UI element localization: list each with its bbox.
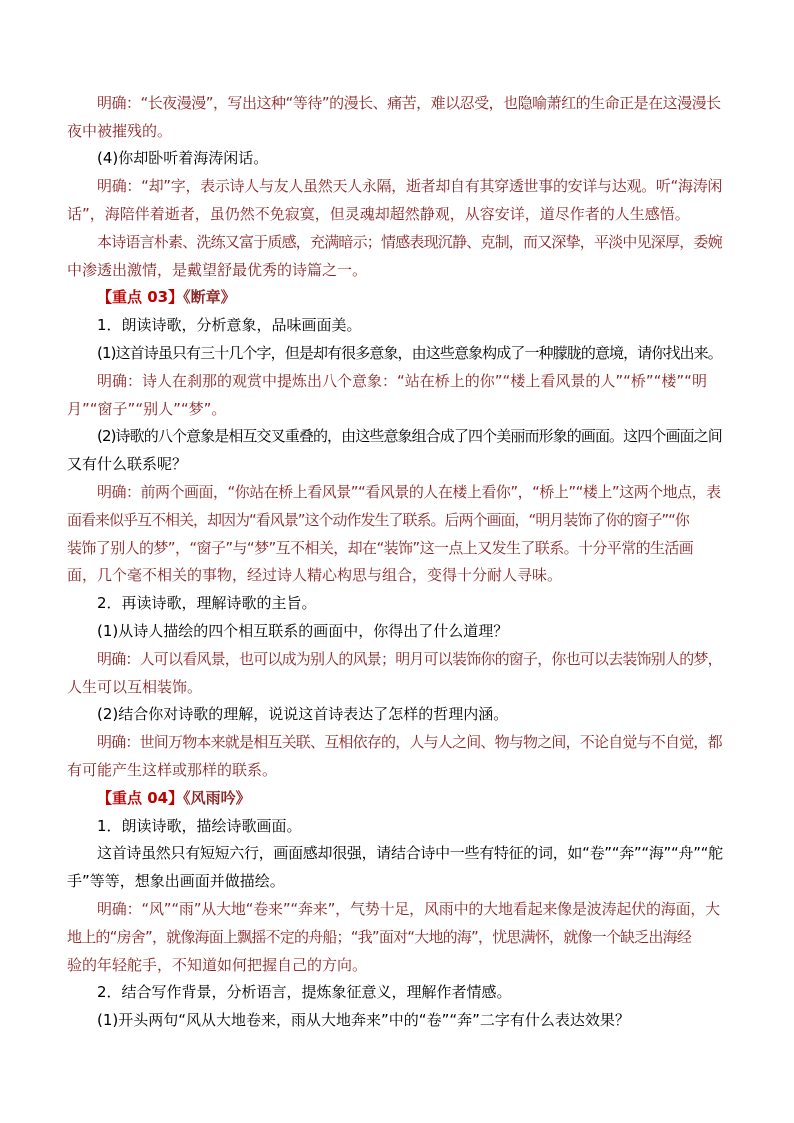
answer-line: 人生可以互相装饰。 (67, 678, 203, 696)
section-title: 《断章》 (183, 288, 236, 306)
answer-line: 明确：人可以看风景，也可以成为别人的风景；明月可以装饰你的窗子，你也可以去装饰别人的梦， (97, 650, 722, 668)
answer-line: 夜中被摧残的。 (67, 122, 173, 140)
answer-line: 明确：前两个画面，“你站在桥上看风景”“看风景的人在楼上看你”，“桥上”“楼上”这两个地点，表 (97, 483, 721, 501)
section-heading-04 (97, 785, 723, 812)
section-title: 《风雨吟》 (183, 789, 251, 807)
question-line: 2．再读诗歌，理解诗歌的主旨。 (97, 594, 317, 612)
answer-line: 明确：“却”字，表示诗人与友人虽然天人永隔，逝者却自有其穿透世事的安详与达观。听“海涛闲 (97, 177, 723, 195)
answer-line: 装饰了别人的梦”，“窗子”与“梦”互不相关，却在“装饰”这一点上又发生了联系。十分平常的生活画 (67, 539, 694, 557)
answer-line: 明确：诗人在刹那的观赏中提炼出八个意象：“站在桥上的你”“楼上看风景的人”“桥”“楼”“明 (97, 372, 707, 390)
question-line: 手”等等，想象出画面并做描绘。 (67, 872, 285, 890)
question-line: (1)从诗人描绘的四个相互联系的画面中，你得出了什么道理？ (97, 622, 509, 640)
question-line: (4)你却卧听着海涛闲话。 (97, 149, 269, 167)
answer-line: 验的年轻舵手，不知道如何把握自己的方向。 (67, 956, 368, 974)
answer-line: 明确：“风”“雨”从大地“卷来”“奔来”，气势十足，风雨中的大地看起来像是波涛起伏的海面，大 (97, 900, 720, 918)
question-line: (1)开头两句“风从大地卷来，雨从大地奔来”中的“卷”“奔”二字有什么表达效果？ (97, 1011, 630, 1029)
question-line: 1．朗读诗歌，分析意象，品味画面美。 (97, 316, 362, 334)
question-line: (1)这首诗虽只有三十几个字，但是却有很多意象，由这些意象构成了一种朦胧的意境，请你找出来。 (97, 344, 722, 362)
answer-line: 有可能产生这样或那样的联系。 (67, 761, 278, 779)
section-heading-03 (97, 284, 723, 311)
answer-line: 本诗语言朴素、洗练又富于质感，充满暗示；情感表现沉静、克制，而又深挚，平淡中见深厚，委婉 (97, 233, 722, 251)
question-line: (2)结合你对诗歌的理解，说说这首诗表达了怎样的哲理内涵。 (97, 705, 509, 723)
answer-line: 明确：“长夜漫漫”，写出这种“等待”的漫长、痛苦，难以忍受，也隐喻萧红的生命正是在这漫漫长 (97, 94, 721, 112)
question-line: 2．结合写作背景，分析语言，提炼象征意义，理解作者情感。 (97, 983, 512, 1001)
question-line: 1．朗读诗歌，描绘诗歌画面。 (97, 817, 302, 835)
answer-line: 话”，海陪伴着逝者，虽仍然不免寂寞，但灵魂却超然静观，从容安详，道尽作者的人生感悟。 (67, 205, 690, 223)
answer-line: 明确：世间万物本来就是相互关联、互相依存的，人与人之间、物与物之间，不论自觉与不自觉，都 (97, 733, 722, 751)
answer-line: 面，几个毫不相关的事物，经过诗人精心构思与组合，变得十分耐人寻味。 (67, 566, 563, 584)
answer-line: 面看来似乎互不相关，却因为“看风景”这个动作发生了联系。后两个画面，“明月装饰了你的窗子”“你 (67, 511, 689, 529)
section-bracket: 【重点 03】 (97, 288, 184, 306)
question-line: 又有什么联系呢？ (67, 455, 188, 473)
question-line: 这首诗虽然只有短短六行，画面感却很强，请结合诗中一些有特征的词，如“卷”“奔”“海”“舟”“舵 (97, 844, 723, 862)
answer-line: 地上的“房舍”，就像海面上飘摇不定的舟船；“我”面对“大地的海”，忧思满怀，就像一个缺乏出海经 (67, 928, 692, 946)
section-bracket: 【重点 04】 (97, 789, 184, 807)
question-line: (2)诗歌的八个意象是相互交叉重叠的，由这些意象组合成了四个美丽而形象的画面。这四个画面之间 (97, 427, 722, 445)
answer-line: 月”“窗子”“别人”“梦”。 (67, 400, 227, 418)
answer-line: 中渗透出激情，是戴望舒最优秀的诗篇之一。 (67, 261, 368, 279)
